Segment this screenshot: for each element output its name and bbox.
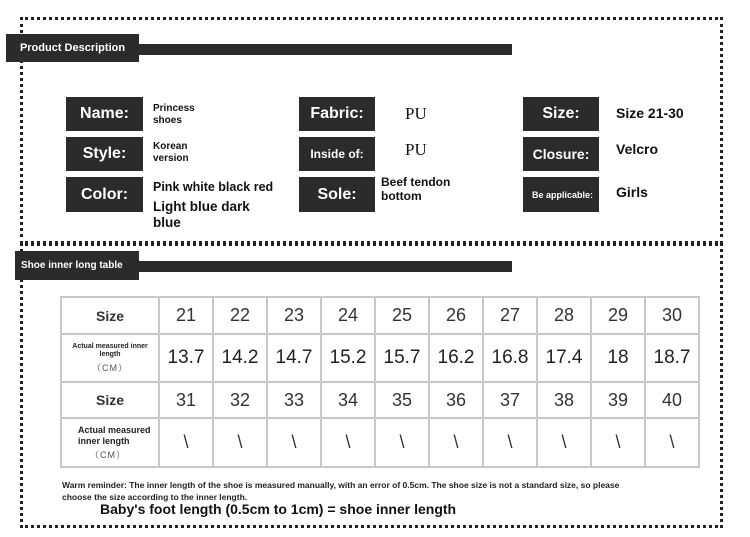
size-value: Size 21-30 (616, 105, 684, 121)
length-cell: \ (321, 418, 375, 467)
size-cell: 33 (267, 382, 321, 418)
size-cell: 22 (213, 297, 267, 334)
size-cell: 39 (591, 382, 645, 418)
color-value-line1: Pink white black red (153, 180, 274, 194)
size-cell: 23 (267, 297, 321, 334)
size-cell: 27 (483, 297, 537, 334)
size-header-cell: Size (61, 382, 159, 418)
size-table-title: Shoe inner long table (15, 251, 139, 280)
length-cell: \ (483, 418, 537, 467)
length-cell: 13.7 (159, 334, 213, 382)
length-cell: 14.2 (213, 334, 267, 382)
size-cell: 35 (375, 382, 429, 418)
sole-label: Sole: (299, 177, 375, 212)
measure-unit: （CM） (92, 363, 128, 374)
name-label: Name: (66, 97, 143, 131)
measure-header-cell (61, 334, 159, 382)
product-description-title: Product Description (6, 34, 139, 62)
length-cell: \ (429, 418, 483, 467)
length-cell: 15.7 (375, 334, 429, 382)
measure-unit: （CM） (90, 449, 126, 460)
color-label: Color: (66, 177, 143, 212)
table-row-sizes-2 (61, 382, 699, 418)
size-cell: 25 (375, 297, 429, 334)
length-cell: \ (375, 418, 429, 467)
inside-label: Inside of: (299, 137, 375, 171)
inside-value: PU (405, 140, 427, 159)
length-cell: \ (591, 418, 645, 467)
size-cell: 30 (645, 297, 699, 334)
size-cell: 21 (159, 297, 213, 334)
table-row-lengths-1 (61, 334, 699, 382)
style-label: Style: (66, 137, 143, 171)
length-cell: 17.4 (537, 334, 591, 382)
fabric-value: PU (405, 104, 427, 123)
sole-value: Beef tendon bottom (381, 175, 451, 204)
style-value: Korean version (153, 141, 189, 164)
foot-length-note: Baby's foot length (0.5cm to 1cm) = shoe inner length (100, 501, 457, 517)
length-cell: 16.8 (483, 334, 537, 382)
size-cell: 32 (213, 382, 267, 418)
applicable-value: Girls (616, 184, 648, 200)
size-label: Size: (523, 97, 599, 131)
size-cell: 37 (483, 382, 537, 418)
warm-reminder: Warm reminder: The inner length of the shoe is measured manually, with an error of 0.5cm. The shoe size is not a standard size, so please choose the size according to the inner length. (62, 480, 620, 502)
closure-label: Closure: (523, 137, 599, 171)
color-value-line2: Light blue dark blue (153, 199, 250, 231)
size-table (60, 296, 700, 468)
length-cell: 14.7 (267, 334, 321, 382)
size-cell: 28 (537, 297, 591, 334)
length-cell: \ (537, 418, 591, 467)
applicable-label: Be applicable: (523, 177, 599, 212)
name-value: Princess shoes (153, 103, 195, 126)
size-header-cell: Size (61, 297, 159, 334)
size-cell: 40 (645, 382, 699, 418)
product-description-bar (139, 44, 512, 55)
length-cell: 15.2 (321, 334, 375, 382)
table-row-sizes-1 (61, 297, 699, 334)
length-cell: \ (213, 418, 267, 467)
size-cell: 31 (159, 382, 213, 418)
size-cell: 36 (429, 382, 483, 418)
length-cell: \ (645, 418, 699, 467)
closure-value: Velcro (616, 141, 659, 157)
fabric-label: Fabric: (299, 97, 375, 131)
measure-label: Actual measured inner length (78, 425, 151, 446)
size-cell: 29 (591, 297, 645, 334)
length-cell: 18 (591, 334, 645, 382)
length-cell: \ (267, 418, 321, 467)
table-row-lengths-2 (61, 418, 699, 467)
measure-header-cell (61, 418, 159, 467)
length-cell: \ (159, 418, 213, 467)
size-cell: 24 (321, 297, 375, 334)
length-cell: 18.7 (645, 334, 699, 382)
size-cell: 34 (321, 382, 375, 418)
length-cell: 16.2 (429, 334, 483, 382)
measure-label: Actual measured inner length (72, 342, 148, 359)
size-cell: 38 (537, 382, 591, 418)
size-table-bar (139, 261, 512, 272)
size-cell: 26 (429, 297, 483, 334)
